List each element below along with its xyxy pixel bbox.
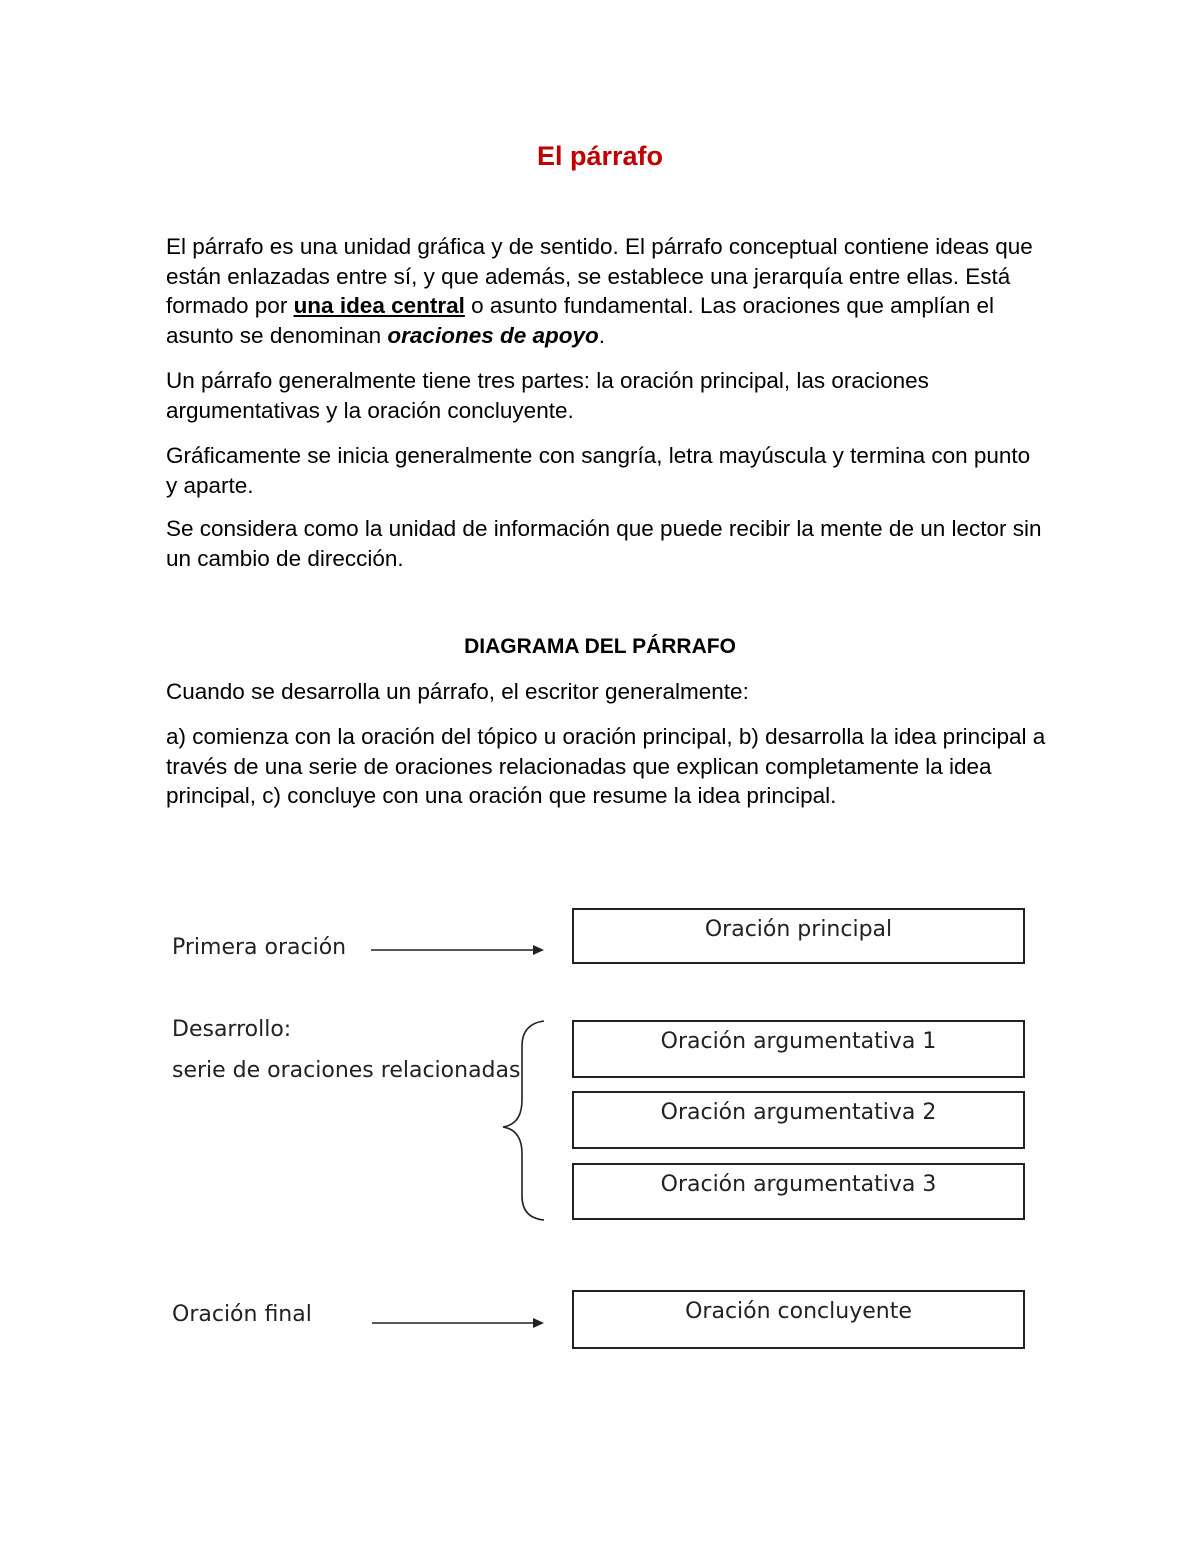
series-label: serie de oraciones relacionadas — [172, 1058, 521, 1083]
development-steps: a) comienza con la oración del tópico u oración principal, b) desarrolla la idea principal a través de una serie de oraciones relacionadas que explican completamente la idea principal, c) concluye con una oración que resume la idea principal. — [166, 724, 1046, 808]
section-heading: DIAGRAMA DEL PÁRRAFO — [464, 635, 736, 658]
intro-text-before: El párrafo es una unidad gráfica y de sentido. El párrafo conceptual contiene ideas que están enlazadas entre sí, y que además, se establece una jerarquía entre ellas. Está formado por — [166, 234, 1033, 318]
paragraph-graphic: Gráficamente se inicia generalmente con sangría, letra mayúscula y termina con punto y aparte. — [166, 443, 1031, 498]
paragraph-unit: Se considera como la unidad de información que puede recibir la mente de un lector sin un cambio de dirección. — [166, 516, 1042, 571]
concluding-sentence-box: Oración concluyente — [572, 1290, 1025, 1349]
intro-text-middle: o asunto fundamental. Las oraciones que amplían el asunto se denominan — [166, 293, 994, 348]
development-label: Desarrollo: — [172, 1017, 292, 1042]
right-arrow-icon — [372, 1318, 544, 1328]
intro-paragraph — [166, 232, 1046, 350]
paragraph-parts: Un párrafo generalmente tiene tres partes: la oración principal, las oraciones argumentativas y la oración concluyente. — [166, 368, 929, 423]
page-title: El párrafo — [536, 141, 664, 171]
final-sentence-label: Oración final — [172, 1302, 312, 1327]
idea-central-emphasis: una idea central — [293, 293, 465, 318]
intro-text-end: . — [598, 322, 605, 348]
oraciones-apoyo-emphasis: oraciones de apoyo — [387, 322, 599, 348]
right-arrow-icon — [371, 945, 544, 955]
main-sentence-box: Oración principal — [572, 908, 1025, 964]
development-intro: Cuando se desarrolla un párrafo, el escritor generalmente: — [166, 679, 749, 704]
argument-box-3: Oración argumentativa 3 — [572, 1163, 1025, 1220]
argument-box-1: Oración argumentativa 1 — [572, 1020, 1025, 1078]
first-sentence-label: Primera oración — [172, 935, 347, 960]
curly-brace-icon — [503, 1021, 544, 1220]
argument-box-2: Oración argumentativa 2 — [572, 1091, 1025, 1149]
